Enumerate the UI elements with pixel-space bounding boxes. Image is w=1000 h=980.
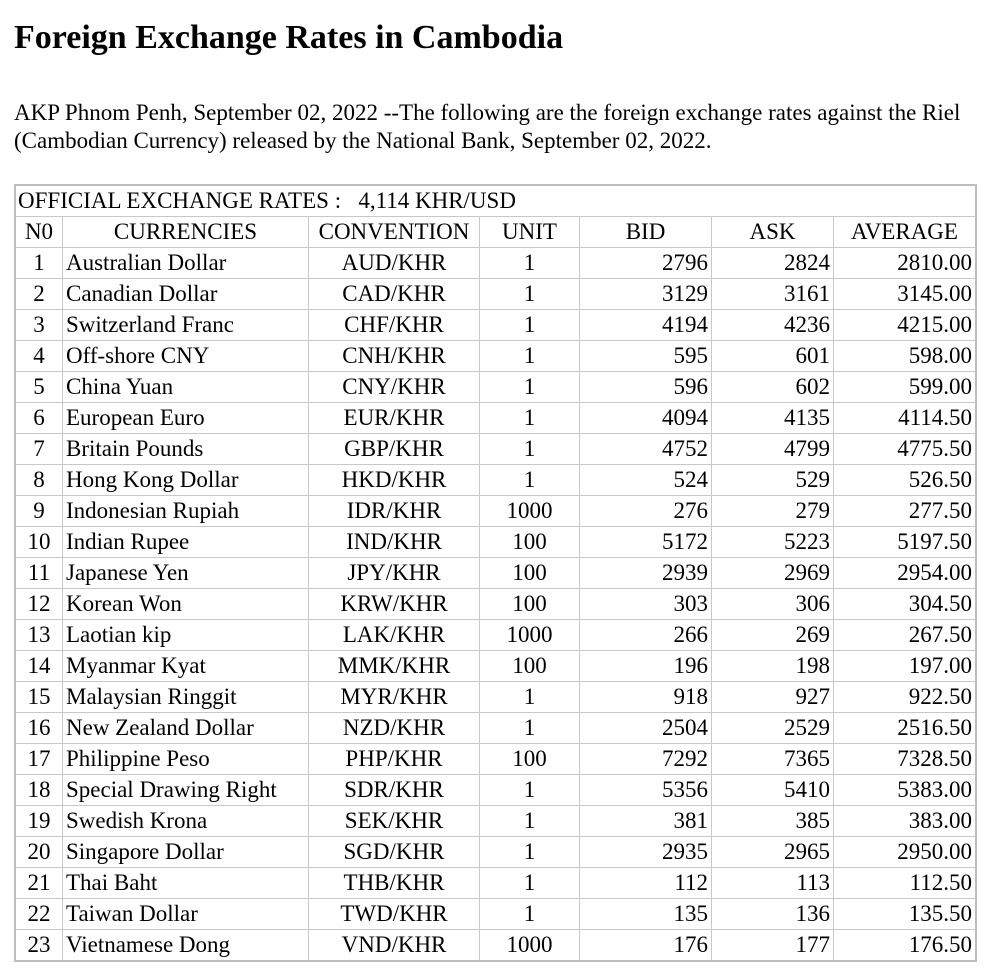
cell-average: 5197.50	[834, 527, 975, 558]
cell-bid: 918	[580, 682, 712, 713]
cell-convention: SEK/KHR	[309, 806, 480, 837]
cell-bid: 596	[580, 372, 712, 403]
table-row	[16, 651, 975, 682]
table-row	[16, 527, 975, 558]
cell-convention: PHP/KHR	[309, 744, 480, 775]
cell-ask: 306	[712, 589, 834, 620]
cell-no: 13	[16, 620, 63, 651]
cell-no: 17	[16, 744, 63, 775]
cell-no: 7	[16, 434, 63, 465]
cell-ask: 602	[712, 372, 834, 403]
cell-currency: Thai Baht	[63, 868, 309, 899]
cell-no: 14	[16, 651, 63, 682]
cell-bid: 3129	[580, 279, 712, 310]
cell-bid: 266	[580, 620, 712, 651]
cell-currency: Taiwan Dollar	[63, 899, 309, 930]
cell-convention: NZD/KHR	[309, 713, 480, 744]
cell-no: 19	[16, 806, 63, 837]
cell-ask: 177	[712, 930, 834, 960]
cell-currency: European Euro	[63, 403, 309, 434]
header-no: N0	[16, 217, 63, 248]
cell-no: 4	[16, 341, 63, 372]
cell-average: 5383.00	[834, 775, 975, 806]
official-rate-value: 4,114 KHR/USD	[358, 188, 516, 213]
cell-unit: 100	[480, 558, 580, 589]
table-row	[16, 372, 975, 403]
cell-unit: 1	[480, 682, 580, 713]
cell-bid: 381	[580, 806, 712, 837]
cell-currency: Korean Won	[63, 589, 309, 620]
exchange-rates-table	[14, 184, 977, 962]
cell-no: 16	[16, 713, 63, 744]
cell-ask: 2969	[712, 558, 834, 589]
cell-no: 9	[16, 496, 63, 527]
cell-average: 304.50	[834, 589, 975, 620]
table-header-row	[16, 217, 975, 248]
cell-convention: MYR/KHR	[309, 682, 480, 713]
cell-convention: CNH/KHR	[309, 341, 480, 372]
cell-unit: 1000	[480, 496, 580, 527]
cell-currency: Off-shore CNY	[63, 341, 309, 372]
cell-average: 526.50	[834, 465, 975, 496]
table-row	[16, 620, 975, 651]
cell-average: 2954.00	[834, 558, 975, 589]
cell-unit: 1	[480, 341, 580, 372]
table-row	[16, 589, 975, 620]
cell-average: 922.50	[834, 682, 975, 713]
table-row	[16, 403, 975, 434]
cell-unit: 1	[480, 899, 580, 930]
cell-ask: 601	[712, 341, 834, 372]
cell-unit: 1	[480, 434, 580, 465]
cell-bid: 5356	[580, 775, 712, 806]
cell-currency: Malaysian Ringgit	[63, 682, 309, 713]
cell-currency: New Zealand Dollar	[63, 713, 309, 744]
cell-unit: 1	[480, 310, 580, 341]
cell-currency: Japanese Yen	[63, 558, 309, 589]
cell-unit: 1	[480, 713, 580, 744]
cell-unit: 1	[480, 248, 580, 279]
cell-no: 12	[16, 589, 63, 620]
cell-bid: 2504	[580, 713, 712, 744]
cell-unit: 1	[480, 775, 580, 806]
cell-average: 4114.50	[834, 403, 975, 434]
cell-currency: Myanmar Kyat	[63, 651, 309, 682]
cell-ask: 4799	[712, 434, 834, 465]
cell-bid: 4194	[580, 310, 712, 341]
cell-convention: IND/KHR	[309, 527, 480, 558]
cell-average: 2516.50	[834, 713, 975, 744]
cell-convention: THB/KHR	[309, 868, 480, 899]
cell-unit: 1	[480, 403, 580, 434]
cell-ask: 385	[712, 806, 834, 837]
table-row	[16, 930, 975, 960]
header-convention: CONVENTION	[309, 217, 480, 248]
cell-convention: CNY/KHR	[309, 372, 480, 403]
cell-bid: 176	[580, 930, 712, 960]
table-row	[16, 279, 975, 310]
table-row	[16, 899, 975, 930]
header-currencies: CURRENCIES	[63, 217, 309, 248]
cell-convention: SDR/KHR	[309, 775, 480, 806]
cell-unit: 1	[480, 465, 580, 496]
table-row	[16, 806, 975, 837]
cell-no: 15	[16, 682, 63, 713]
cell-ask: 5223	[712, 527, 834, 558]
cell-ask: 269	[712, 620, 834, 651]
table-row	[16, 837, 975, 868]
cell-average: 598.00	[834, 341, 975, 372]
cell-ask: 136	[712, 899, 834, 930]
cell-no: 23	[16, 930, 63, 960]
cell-ask: 5410	[712, 775, 834, 806]
cell-ask: 7365	[712, 744, 834, 775]
cell-unit: 1	[480, 372, 580, 403]
cell-convention: AUD/KHR	[309, 248, 480, 279]
cell-convention: VND/KHR	[309, 930, 480, 960]
cell-currency: Switzerland Franc	[63, 310, 309, 341]
cell-ask: 2965	[712, 837, 834, 868]
cell-currency: Swedish Krona	[63, 806, 309, 837]
cell-convention: EUR/KHR	[309, 403, 480, 434]
cell-no: 18	[16, 775, 63, 806]
cell-ask: 927	[712, 682, 834, 713]
cell-currency: Canadian Dollar	[63, 279, 309, 310]
cell-average: 7328.50	[834, 744, 975, 775]
cell-bid: 112	[580, 868, 712, 899]
intro-paragraph: AKP Phnom Penh, September 02, 2022 --The following are the foreign exchange rates against the Riel (Cambodian Currency) released by the National Bank, September 02, 2022.	[14, 100, 961, 153]
cell-currency: Singapore Dollar	[63, 837, 309, 868]
cell-convention: GBP/KHR	[309, 434, 480, 465]
official-rate-row	[16, 186, 975, 217]
cell-bid: 7292	[580, 744, 712, 775]
cell-unit: 1	[480, 279, 580, 310]
cell-convention: CHF/KHR	[309, 310, 480, 341]
table-row	[16, 248, 975, 279]
header-ask: ASK	[712, 217, 834, 248]
cell-no: 5	[16, 372, 63, 403]
cell-convention: KRW/KHR	[309, 589, 480, 620]
page-title: Foreign Exchange Rates in Cambodia	[14, 19, 564, 56]
cell-average: 267.50	[834, 620, 975, 651]
cell-average: 2950.00	[834, 837, 975, 868]
header-unit: UNIT	[480, 217, 580, 248]
cell-convention: IDR/KHR	[309, 496, 480, 527]
cell-unit: 100	[480, 744, 580, 775]
cell-bid: 276	[580, 496, 712, 527]
cell-no: 22	[16, 899, 63, 930]
cell-unit: 1	[480, 868, 580, 899]
cell-currency: Britain Pounds	[63, 434, 309, 465]
cell-currency: Philippine Peso	[63, 744, 309, 775]
table-row	[16, 682, 975, 713]
cell-average: 4215.00	[834, 310, 975, 341]
cell-average: 112.50	[834, 868, 975, 899]
cell-ask: 4135	[712, 403, 834, 434]
cell-unit: 1	[480, 837, 580, 868]
cell-bid: 135	[580, 899, 712, 930]
cell-no: 1	[16, 248, 63, 279]
cell-currency: Hong Kong Dollar	[63, 465, 309, 496]
cell-unit: 100	[480, 589, 580, 620]
cell-no: 10	[16, 527, 63, 558]
cell-bid: 303	[580, 589, 712, 620]
cell-bid: 2796	[580, 248, 712, 279]
cell-bid: 2939	[580, 558, 712, 589]
cell-unit: 1000	[480, 620, 580, 651]
cell-bid: 524	[580, 465, 712, 496]
cell-ask: 2529	[712, 713, 834, 744]
table-row	[16, 465, 975, 496]
cell-average: 277.50	[834, 496, 975, 527]
cell-average: 135.50	[834, 899, 975, 930]
cell-no: 6	[16, 403, 63, 434]
table-row	[16, 558, 975, 589]
cell-ask: 4236	[712, 310, 834, 341]
official-rate-label: OFFICIAL EXCHANGE RATES :	[18, 188, 342, 213]
cell-currency: Australian Dollar	[63, 248, 309, 279]
table-row	[16, 775, 975, 806]
cell-average: 4775.50	[834, 434, 975, 465]
table-row	[16, 434, 975, 465]
official-rate-cell	[16, 186, 975, 217]
cell-unit: 100	[480, 527, 580, 558]
cell-currency: Indonesian Rupiah	[63, 496, 309, 527]
cell-convention: SGD/KHR	[309, 837, 480, 868]
cell-currency: Vietnamese Dong	[63, 930, 309, 960]
cell-ask: 279	[712, 496, 834, 527]
cell-currency: Special Drawing Right	[63, 775, 309, 806]
cell-average: 197.00	[834, 651, 975, 682]
cell-ask: 113	[712, 868, 834, 899]
cell-ask: 198	[712, 651, 834, 682]
cell-convention: HKD/KHR	[309, 465, 480, 496]
cell-average: 2810.00	[834, 248, 975, 279]
cell-unit: 1000	[480, 930, 580, 960]
cell-average: 3145.00	[834, 279, 975, 310]
table-row	[16, 713, 975, 744]
cell-no: 2	[16, 279, 63, 310]
cell-no: 11	[16, 558, 63, 589]
cell-convention: CAD/KHR	[309, 279, 480, 310]
cell-bid: 4094	[580, 403, 712, 434]
cell-convention: LAK/KHR	[309, 620, 480, 651]
cell-average: 599.00	[834, 372, 975, 403]
cell-no: 3	[16, 310, 63, 341]
cell-bid: 595	[580, 341, 712, 372]
cell-ask: 529	[712, 465, 834, 496]
cell-unit: 1	[480, 806, 580, 837]
table-row	[16, 496, 975, 527]
cell-currency: China Yuan	[63, 372, 309, 403]
cell-bid: 4752	[580, 434, 712, 465]
cell-no: 20	[16, 837, 63, 868]
cell-convention: TWD/KHR	[309, 899, 480, 930]
cell-bid: 196	[580, 651, 712, 682]
table-row	[16, 310, 975, 341]
table-row	[16, 341, 975, 372]
cell-bid: 2935	[580, 837, 712, 868]
cell-average: 383.00	[834, 806, 975, 837]
cell-convention: JPY/KHR	[309, 558, 480, 589]
cell-average: 176.50	[908, 932, 973, 957]
cell-bid: 5172	[580, 527, 712, 558]
cell-ask: 2824	[712, 248, 834, 279]
cell-convention: MMK/KHR	[309, 651, 480, 682]
cell-no: 8	[16, 465, 63, 496]
cell-no: 21	[16, 868, 63, 899]
table-row	[16, 744, 975, 775]
header-average: AVERAGE	[834, 217, 975, 248]
cell-currency: Indian Rupee	[63, 527, 309, 558]
header-bid: BID	[580, 217, 712, 248]
cell-currency: Laotian kip	[63, 620, 309, 651]
cell-unit: 100	[480, 651, 580, 682]
table-row	[16, 868, 975, 899]
cell-ask: 3161	[712, 279, 834, 310]
